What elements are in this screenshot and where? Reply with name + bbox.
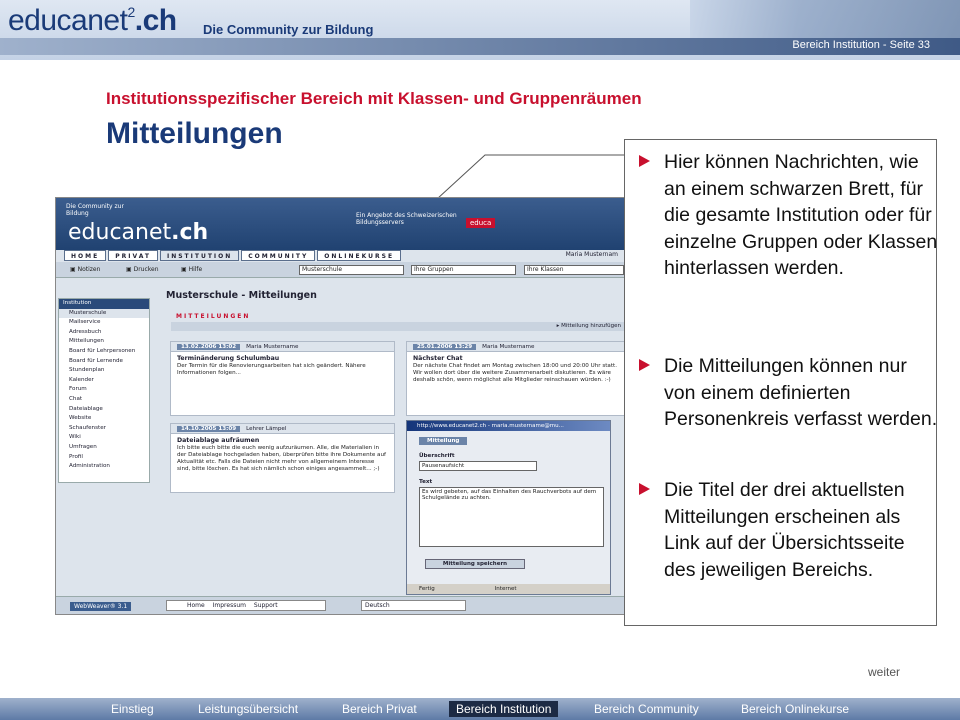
bullet-arrow-icon	[639, 483, 650, 495]
sidebar-item-mailservice[interactable]: Mailservice	[69, 319, 101, 326]
logo[interactable]: educanet$^2$.ch	[8, 4, 177, 37]
dialog-titlebar[interactable]: http://www.educanet2.ch - maria.mustername@mu...	[407, 421, 610, 431]
shot-logo[interactable]: educanet.ch	[68, 220, 209, 245]
dialog-statusbar: Fertig Internet	[407, 584, 610, 594]
card-title[interactable]: Dateiablage aufräumen	[177, 437, 260, 444]
shot-footer-nav[interactable]: Home Impressum Support	[166, 600, 326, 611]
weiter-link[interactable]: weiter	[868, 665, 901, 679]
card-body: Der nächste Chat findet am Montag zwischen 18:00 und 20:00 Uhr statt. Wir wollen dort über die weitere Zusammenarbeit diskutieren. Es wäre deshalb schön, wenn möglichst alle Mitglieder reinschauen würden. :-)	[413, 363, 618, 383]
shot-educa-badge[interactable]: educa	[466, 218, 495, 228]
bullet-item: Die Mitteilungen können nur von einem definierten Personenkreis verfasst werden.	[639, 353, 939, 433]
message-card	[406, 341, 625, 416]
card-date: 13.02.2006 13:02	[177, 344, 240, 350]
tab-institution[interactable]: INSTITUTION	[160, 250, 239, 261]
dialog-tab[interactable]: Mitteilung	[419, 437, 467, 445]
sidebar-item-administration[interactable]: Administration	[69, 463, 110, 470]
sidebar-item-schaufenster[interactable]: Schaufenster	[69, 424, 106, 431]
bullet-arrow-icon	[639, 155, 650, 167]
tab-privat[interactable]: PRIVAT	[108, 250, 158, 261]
new-message-dialog	[406, 420, 611, 595]
shot-section-label: MITTEILUNGEN	[176, 313, 251, 320]
language-select[interactable]: Deutsch	[361, 600, 466, 611]
message-card	[170, 423, 395, 493]
card-author: Lehrer Lämpel	[246, 426, 287, 432]
tagline: Die Community zur Bildung	[203, 22, 374, 37]
dialog-text-area[interactable]: Es wird gebeten, auf das Einhalten des Rauchverbots auf dem Schulgelände zu achten.	[419, 487, 604, 547]
sidebar-item-adressbuch[interactable]: Adressbuch	[69, 328, 102, 335]
sidebar-item-mitteilungen[interactable]: Mitteilungen	[69, 338, 104, 345]
sidebar-item-website[interactable]: Website	[69, 415, 92, 422]
shot-community: Die Community zur Bildung	[66, 203, 124, 217]
callout-box	[624, 139, 937, 626]
shot-tabs	[64, 250, 401, 261]
dialog-text-label: Text	[419, 479, 433, 485]
card-author: Maria Mustername	[482, 344, 535, 350]
select-musterschule[interactable]: Musterschule	[299, 265, 404, 275]
select-gruppen[interactable]: Ihre Gruppen	[411, 265, 516, 275]
sidebar-item-musterschule[interactable]: Musterschule	[59, 309, 149, 319]
sidebar-item-chat[interactable]: Chat	[69, 395, 83, 402]
dialog-title-label: Überschrift	[419, 453, 455, 459]
footer-nav	[0, 698, 960, 720]
drucken-button[interactable]: ▣ Drucken	[126, 266, 159, 273]
card-date: 25.01.2006 13:29	[413, 344, 476, 350]
sidebar-item-board-lernende[interactable]: Board für Lernende	[69, 357, 123, 364]
tab-home[interactable]: HOME	[64, 250, 106, 261]
shot-toolbar	[56, 262, 625, 278]
shot-header	[56, 198, 625, 250]
footer-link-community[interactable]: Bereich Community	[594, 702, 699, 716]
section-subtitle: Institutionsspezifischer Bereich mit Klassen- und Gruppenräumen	[106, 89, 642, 108]
page-title: Mitteilungen	[106, 117, 283, 150]
hilfe-button[interactable]: ▣ Hilfe	[181, 266, 203, 273]
notizen-button[interactable]: ▣ Notizen	[70, 266, 101, 273]
footer-link-privat[interactable]: Bereich Privat	[342, 702, 417, 716]
card-body: Ich bitte euch bitte die euch wenig aufzuräumen. Alle, die Materialien in der Dateiablage hochgeladen haben, überprüfen bitte ihre Dokumente auf Aktualität etc. Falls die Dateien nicht mehr von allgemeinem Interesse sind, bitte löschen. Es hat sich nämlich schon einiges angesammelt... ;-)	[177, 445, 386, 472]
shot-angebot: Ein Angebot des Schweizerischen Bildungsservers	[356, 212, 457, 226]
page-reference: Bereich Institution - Seite 33	[792, 39, 930, 51]
card-title[interactable]: Terminänderung Schulumbau	[177, 355, 280, 362]
card-date: 14.10.2005 13:09	[177, 426, 240, 432]
sidebar-item-dateiablage[interactable]: Dateiablage	[69, 405, 103, 412]
save-message-button[interactable]: Mitteilung speichern	[425, 559, 525, 569]
sidebar-item-institution[interactable]: Institution	[59, 299, 149, 309]
shot-user: Maria Musternam	[565, 251, 618, 258]
footer-link-einstieg[interactable]: Einstieg	[111, 702, 154, 716]
bullet-item: Hier können Nachrichten, wie an einem schwarzen Brett, für die gesamte Institution oder für einzelne Gruppen oder Klassen hinterlassen werden.	[639, 149, 939, 282]
tab-community[interactable]: COMMUNITY	[241, 250, 315, 261]
sidebar-item-umfragen[interactable]: Umfragen	[69, 443, 97, 450]
card-author: Maria Mustername	[246, 344, 299, 350]
embedded-screenshot	[55, 197, 625, 615]
shot-main	[166, 290, 625, 329]
card-body: Der Termin für die Renovierungsarbeiten hat sich geändert. Nähere Informationen folgen...	[177, 363, 366, 376]
sidebar-item-board-lehrpersonen[interactable]: Board für Lehrpersonen	[69, 347, 136, 354]
footer-link-leistungsuebersicht[interactable]: Leistungsübersicht	[198, 702, 299, 716]
shot-sidebar	[58, 298, 150, 483]
add-message-button[interactable]: ▸ Mitteilung hinzufügen	[171, 322, 625, 331]
dialog-title-input[interactable]: Pausenaufsicht	[419, 461, 537, 471]
card-title[interactable]: Nächster Chat	[413, 355, 463, 362]
bullet-arrow-icon	[639, 359, 650, 371]
message-card	[170, 341, 395, 416]
select-klassen[interactable]: Ihre Klassen	[524, 265, 624, 275]
sidebar-item-kalender[interactable]: Kalender	[69, 376, 94, 383]
sidebar-item-wiki[interactable]: Wiki	[69, 434, 81, 441]
sidebar-item-profil[interactable]: Profil	[69, 453, 83, 460]
shot-main-title: Musterschule - Mitteilungen	[166, 290, 317, 301]
shot-footer	[56, 596, 625, 615]
sidebar-item-forum[interactable]: Forum	[69, 386, 87, 393]
sidebar-item-stundenplan[interactable]: Stundenplan	[69, 367, 105, 374]
webweaver-logo: WebWeaver® 3.1	[70, 602, 131, 611]
bullet-item: Die Titel der drei aktuellsten Mitteilungen erscheinen als Link auf der Übersichtsseite des jeweiligen Bereichs.	[639, 477, 939, 583]
tab-onlinekurse[interactable]: ONLINEKURSE	[317, 250, 401, 261]
footer-link-institution[interactable]: Bereich Institution	[449, 701, 558, 717]
footer-link-onlinekurse[interactable]: Bereich Onlinekurse	[741, 702, 850, 716]
